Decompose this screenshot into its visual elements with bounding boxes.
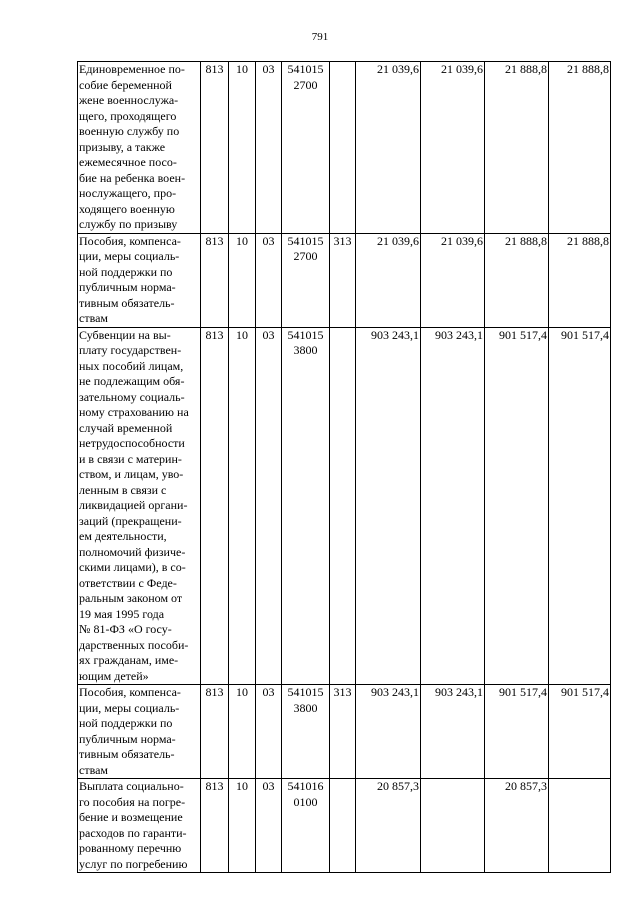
amount-1: 20 857,3	[356, 779, 421, 873]
row-name: Единовременное по- собие беременной жене военнослужа- щего, проходящего военную службу по призыву, а также ежемесячное посо- бие на ребенка воен- нослужащего, про- ходящего военную службу по призыву	[78, 62, 201, 234]
row-name: Субвенции на вы- плату государствен- ных пособий лицам, не подлежащим обя- зательному социаль- ному страхованию на случай временной нетрудоспособности и в связи с материн- ством, и лицам, уво- ленным в связи с ликвидацией органи- заций (прекращени- ем деятельности, полномочий физиче- скими лицами), в со- ответствии с Феде- ральным законом от 19 мая 1995 года № 81-ФЗ «О госу- дарственных пособи- ях гражданам, име- ющим детей»	[78, 327, 201, 685]
amount-1: 21 039,6	[356, 62, 421, 234]
amount-4: 21 888,8	[549, 62, 611, 234]
ministry-code: 813	[201, 233, 229, 327]
amount-1: 903 243,1	[356, 685, 421, 779]
row-name: Пособия, компенса- ции, меры социаль- ной поддержки по публичным норма- тивным обязатель- ствам	[78, 233, 201, 327]
target-article-code: 541016 0100	[282, 779, 330, 873]
amount-3: 21 888,8	[485, 233, 549, 327]
ministry-code: 813	[201, 779, 229, 873]
ministry-code: 813	[201, 62, 229, 234]
section-code: 10	[229, 233, 256, 327]
subsection-code: 03	[256, 779, 282, 873]
section-code: 10	[229, 779, 256, 873]
expense-type-code: 313	[330, 233, 356, 327]
page-number: 791	[311, 31, 329, 43]
subsection-code: 03	[256, 62, 282, 234]
row-name: Пособия, компенса- ции, меры социаль- ной поддержки по публичным норма- тивным обязатель- ствам	[78, 685, 201, 779]
expense-type-code: 313	[330, 685, 356, 779]
ministry-code: 813	[201, 327, 229, 685]
target-article-code: 541015 2700	[282, 233, 330, 327]
target-article-code: 541015 2700	[282, 62, 330, 234]
amount-1: 903 243,1	[356, 327, 421, 685]
amount-2	[421, 779, 485, 873]
amount-2: 903 243,1	[421, 685, 485, 779]
expense-type-code	[330, 327, 356, 685]
table-row	[78, 779, 611, 873]
amount-4: 901 517,4	[549, 327, 611, 685]
amount-2: 903 243,1	[421, 327, 485, 685]
row-name: Выплата социально- го пособия на погре- бение и возмещение расходов по гаранти- рованному перечню услуг по погребению	[78, 779, 201, 873]
expense-type-code	[330, 779, 356, 873]
target-article-code: 541015 3800	[282, 685, 330, 779]
amount-2: 21 039,6	[421, 62, 485, 234]
table-row	[78, 327, 611, 685]
amount-3: 20 857,3	[485, 779, 549, 873]
budget-table	[77, 61, 611, 873]
table-row	[78, 233, 611, 327]
amount-4	[549, 779, 611, 873]
amount-3: 21 888,8	[485, 62, 549, 234]
section-code: 10	[229, 685, 256, 779]
amount-2: 21 039,6	[421, 233, 485, 327]
amount-1: 21 039,6	[356, 233, 421, 327]
subsection-code: 03	[256, 233, 282, 327]
section-code: 10	[229, 327, 256, 685]
amount-3: 901 517,4	[485, 685, 549, 779]
table-row	[78, 62, 611, 234]
target-article-code: 541015 3800	[282, 327, 330, 685]
ministry-code: 813	[201, 685, 229, 779]
expense-type-code	[330, 62, 356, 234]
amount-4: 21 888,8	[549, 233, 611, 327]
subsection-code: 03	[256, 685, 282, 779]
section-code: 10	[229, 62, 256, 234]
amount-4: 901 517,4	[549, 685, 611, 779]
table-row	[78, 685, 611, 779]
subsection-code: 03	[256, 327, 282, 685]
amount-3: 901 517,4	[485, 327, 549, 685]
